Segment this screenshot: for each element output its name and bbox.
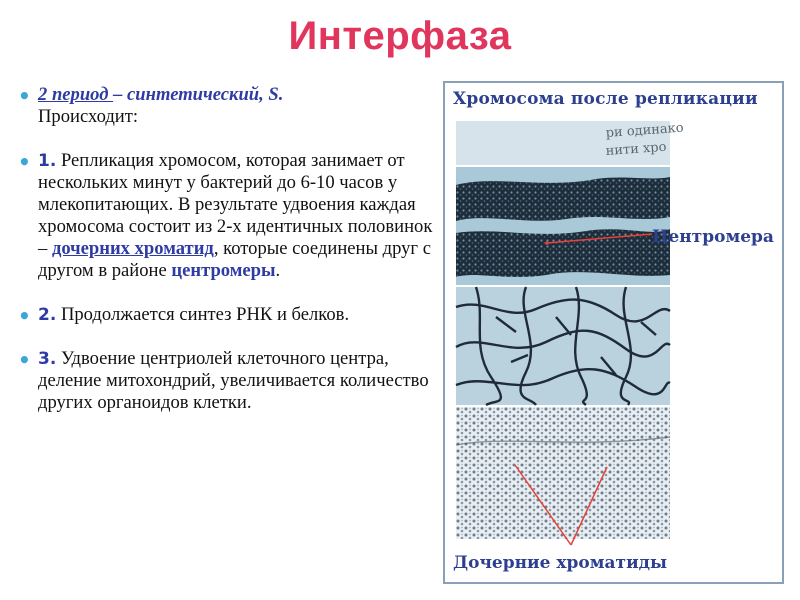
item1-end: . bbox=[275, 260, 281, 281]
condensed-chromosome-image bbox=[456, 167, 670, 285]
bullet-dot-icon: • bbox=[18, 348, 31, 372]
item2-text: Продолжается синтез РНК и белков. bbox=[56, 304, 350, 325]
period-heading bbox=[38, 84, 283, 105]
daughter-chromatids-link[interactable]: дочерних хроматид bbox=[51, 238, 214, 259]
chromosome-figure bbox=[443, 81, 784, 584]
item1-text-a: Репликация хромосом, которая занимает от нескольких минут у бактерий до 6-10 часов у млекопитающих. В результате удвоения каждая хромосома состоит из 2-х идентичных половинок – bbox=[38, 150, 433, 259]
bullet-dot-icon: • bbox=[18, 304, 31, 328]
daughter-chromatids-image bbox=[456, 407, 670, 539]
condensed-chromosome-panel bbox=[456, 167, 670, 285]
bullet-item-1 bbox=[14, 150, 434, 282]
item-number: 3. bbox=[38, 349, 57, 369]
bullet-dot-icon: • bbox=[18, 150, 31, 174]
chromatin-network-panel bbox=[456, 287, 670, 405]
bullet-list bbox=[14, 84, 434, 436]
item3-text: Удвоение центриолей клеточного центра, деление митохондрий, увеличивается количество других органоидов клетки. bbox=[38, 348, 429, 413]
centromere-term: центромеры bbox=[171, 260, 276, 281]
item1-text-b: , которые соединены друг с другом в районе bbox=[38, 238, 431, 281]
occurs-text: Происходит: bbox=[38, 106, 139, 127]
bullet-item-3 bbox=[14, 348, 434, 414]
figure-caption: Хромосома после репликации bbox=[453, 89, 758, 109]
bullet-period bbox=[14, 84, 434, 128]
item-number: 1. bbox=[38, 151, 57, 171]
chromatids-label: Дочерние хроматиды bbox=[453, 553, 668, 573]
scan-text-image bbox=[456, 120, 685, 165]
scan-text-bottom: нити хро bbox=[605, 139, 667, 159]
period-label: 2 период bbox=[38, 84, 114, 105]
scan-text-top: ри одинако bbox=[605, 120, 685, 141]
item-number: 2. bbox=[38, 305, 57, 325]
scan-text-panel bbox=[456, 120, 685, 165]
bullet-dot-icon: • bbox=[18, 84, 31, 108]
chromatin-network-image bbox=[456, 287, 670, 405]
centromere-label: Центромера bbox=[652, 227, 774, 247]
slide-title: Интерфаза bbox=[288, 14, 512, 58]
daughter-chromatids-panel bbox=[456, 407, 670, 539]
bullet-item-2 bbox=[14, 304, 434, 326]
period-rest: – синтетический, S. bbox=[113, 84, 284, 105]
